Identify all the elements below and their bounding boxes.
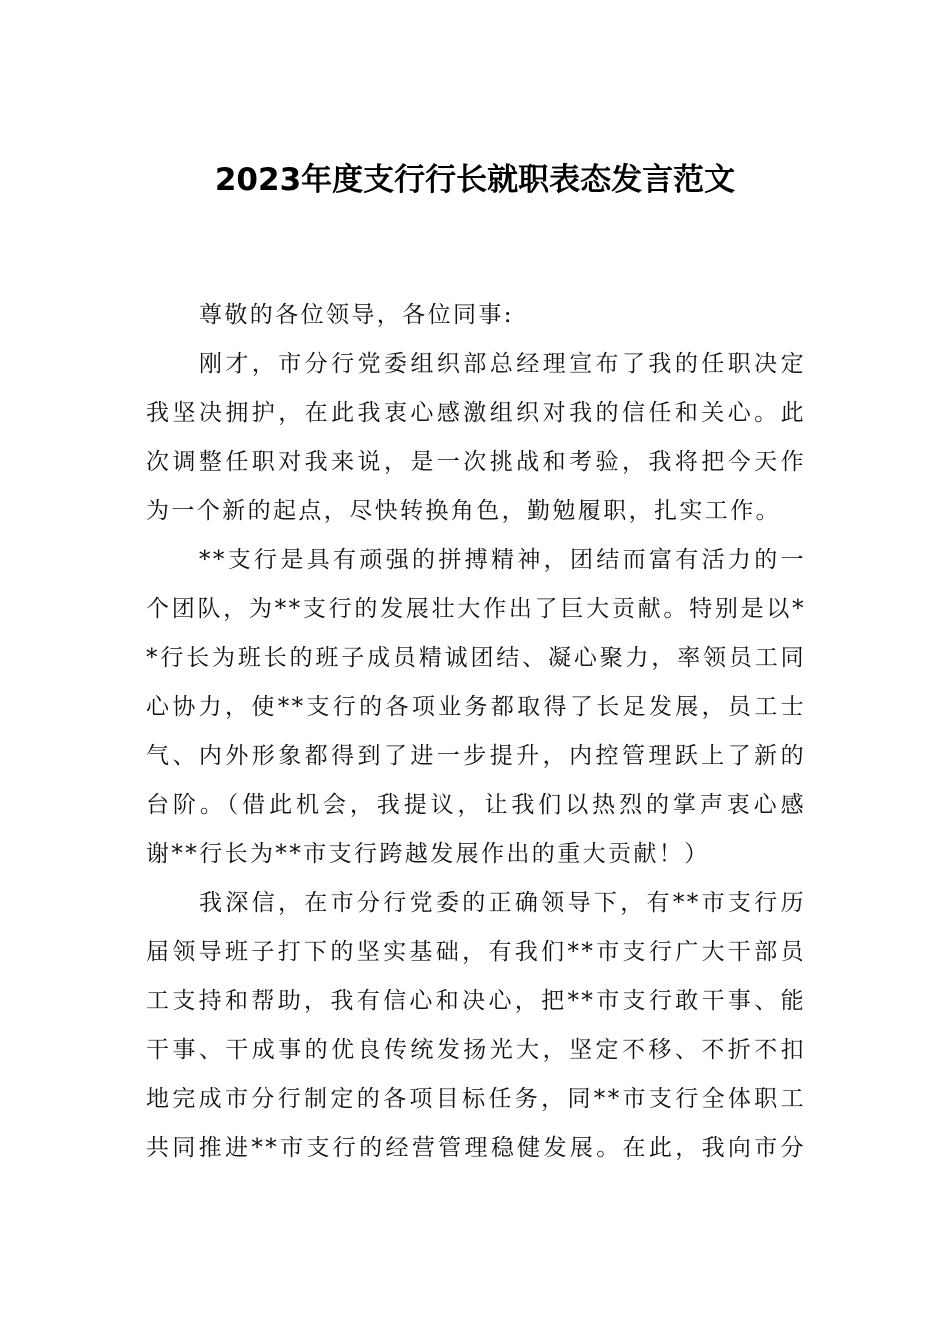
paragraph-line: 气、内外形象都得到了进一步提升，内控管理跃上了新的: [146, 743, 806, 769]
paragraph-line: 谢**行长为**市支行跨越发展作出的重大贡献！）: [146, 841, 710, 867]
document-body: [146, 291, 806, 1173]
document-title: 2023年度支行行长就职表态发言范文: [214, 162, 736, 198]
paragraph-first-line: **支行是具有顽强的拼搏精神，团结而富有活力的一: [199, 547, 806, 573]
paragraph-line: 共同推进**市支行的经营管理稳健发展。在此，我向市分: [146, 1135, 806, 1161]
paragraph-line: 为一个新的起点，尽快转换角色，勤勉履职，扎实工作。: [146, 498, 781, 524]
paragraph-first-line: 刚才，市分行党委组织部总经理宣布了我的任职决定: [199, 351, 806, 377]
paragraph-line: 地完成市分行制定的各项目标任务，同**市支行全体职工: [146, 1086, 806, 1112]
paragraph-line: 干事、干成事的优良传统发扬光大，坚定不移、不折不扣: [146, 1037, 806, 1063]
paragraph-line: 台阶。（借此机会，我提议，让我们以热烈的掌声衷心感: [146, 792, 806, 818]
paragraph-line: *行长为班长的班子成员精诚团结、凝心聚力，率领员工同: [146, 645, 806, 671]
paragraph-line: 我坚决拥护，在此我衷心感激组织对我的信任和关心。此: [146, 400, 806, 426]
paragraph-first-line: 尊敬的各位领导，各位同事:: [199, 302, 514, 328]
paragraph-line: 工支持和帮助，我有信心和决心，把**市支行敢干事、能: [146, 988, 806, 1014]
paragraph-line: 个团队，为**支行的发展壮大作出了巨大贡献。特别是以*: [146, 596, 806, 622]
paragraph-line: 次调整任职对我来说，是一次挑战和考验，我将把今天作: [146, 449, 806, 475]
paragraph-first-line: 我深信，在市分行党委的正确领导下，有**市支行历: [199, 890, 806, 916]
paragraph-line: 心协力，使**支行的各项业务都取得了长足发展，员工士: [146, 694, 806, 720]
paragraph-line: 届领导班子打下的坚实基础，有我们**市支行广大干部员: [146, 939, 806, 965]
